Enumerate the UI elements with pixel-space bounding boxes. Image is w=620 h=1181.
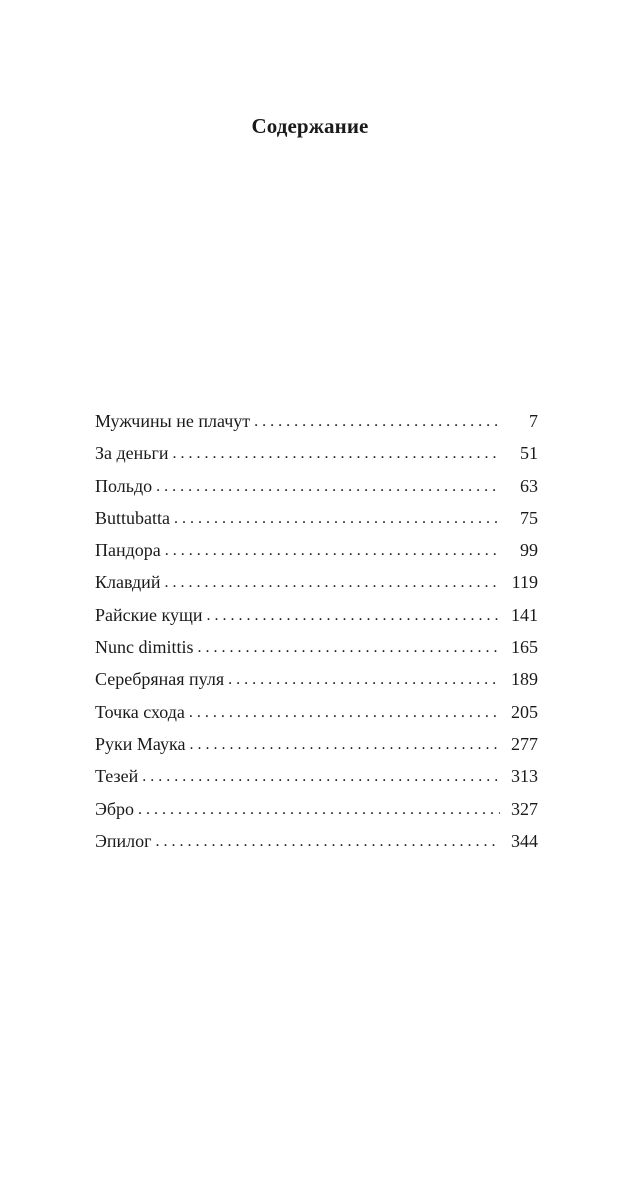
toc-entry-title: Эпилог xyxy=(95,830,152,851)
toc-entry xyxy=(95,631,538,663)
toc-entry-title: Клавдий xyxy=(95,572,161,593)
page-title: Содержание xyxy=(251,114,369,138)
toc-entry-title: Мужчины не плачут xyxy=(95,411,251,431)
toc-entry-title: Buttubatta xyxy=(95,507,170,528)
dot-leader xyxy=(138,792,500,826)
toc-entry xyxy=(95,405,538,437)
toc-entry-title: Райские кущи xyxy=(95,604,203,625)
dot-leader xyxy=(165,533,500,567)
toc-entry xyxy=(95,437,538,469)
dot-leader xyxy=(156,469,500,503)
toc-entry xyxy=(95,470,538,502)
toc-entry-page: 99 xyxy=(520,540,538,561)
toc-entry-page: 75 xyxy=(520,507,538,528)
dot-leader xyxy=(206,598,500,632)
table-of-contents xyxy=(95,405,538,857)
toc-entry-page: 51 xyxy=(520,443,538,464)
toc-entry-title: За деньги xyxy=(95,443,169,464)
toc-entry xyxy=(95,663,538,695)
toc-entry-page: 165 xyxy=(511,637,538,658)
toc-entry-page: 7 xyxy=(529,411,538,431)
toc-entry-title: Тезей xyxy=(95,766,139,787)
dot-leader xyxy=(198,630,501,664)
dot-leader xyxy=(174,501,500,535)
dot-leader xyxy=(173,436,500,470)
toc-entry-page: 205 xyxy=(511,701,538,722)
toc-entry-page: 277 xyxy=(511,733,538,754)
toc-entry-page: 189 xyxy=(511,669,538,690)
toc-entry-title: Серебряная пуля xyxy=(95,669,225,690)
toc-entry xyxy=(95,760,538,792)
toc-entry xyxy=(95,825,538,857)
toc-entry-title: Эбро xyxy=(95,798,135,819)
toc-entry xyxy=(95,502,538,534)
toc-entry-title: Пандора xyxy=(95,540,161,561)
dot-leader xyxy=(189,695,500,729)
toc-entry xyxy=(95,793,538,825)
toc-entry xyxy=(95,566,538,598)
toc-entry-page: 327 xyxy=(511,798,538,819)
toc-entry-page: 119 xyxy=(511,572,538,593)
dot-leader xyxy=(189,727,500,761)
toc-entry-title: Точка схода xyxy=(95,701,185,722)
toc-entry-title: Nunc dimittis xyxy=(95,637,194,658)
toc-entry-page: 313 xyxy=(511,766,538,787)
toc-entry-title: Польдо xyxy=(95,475,153,496)
toc-entry xyxy=(95,696,538,728)
dot-leader xyxy=(142,759,500,793)
toc-entry xyxy=(95,728,538,760)
dot-leader xyxy=(254,404,500,438)
toc-entry-page: 344 xyxy=(511,830,538,851)
dot-leader xyxy=(228,662,500,696)
toc-entry xyxy=(95,534,538,566)
toc-entry xyxy=(95,599,538,631)
dot-leader xyxy=(164,565,500,599)
toc-entry-title: Руки Маука xyxy=(95,733,186,754)
toc-entry-page: 63 xyxy=(520,475,538,496)
toc-entry-page: 141 xyxy=(511,604,538,625)
dot-leader xyxy=(156,824,500,858)
